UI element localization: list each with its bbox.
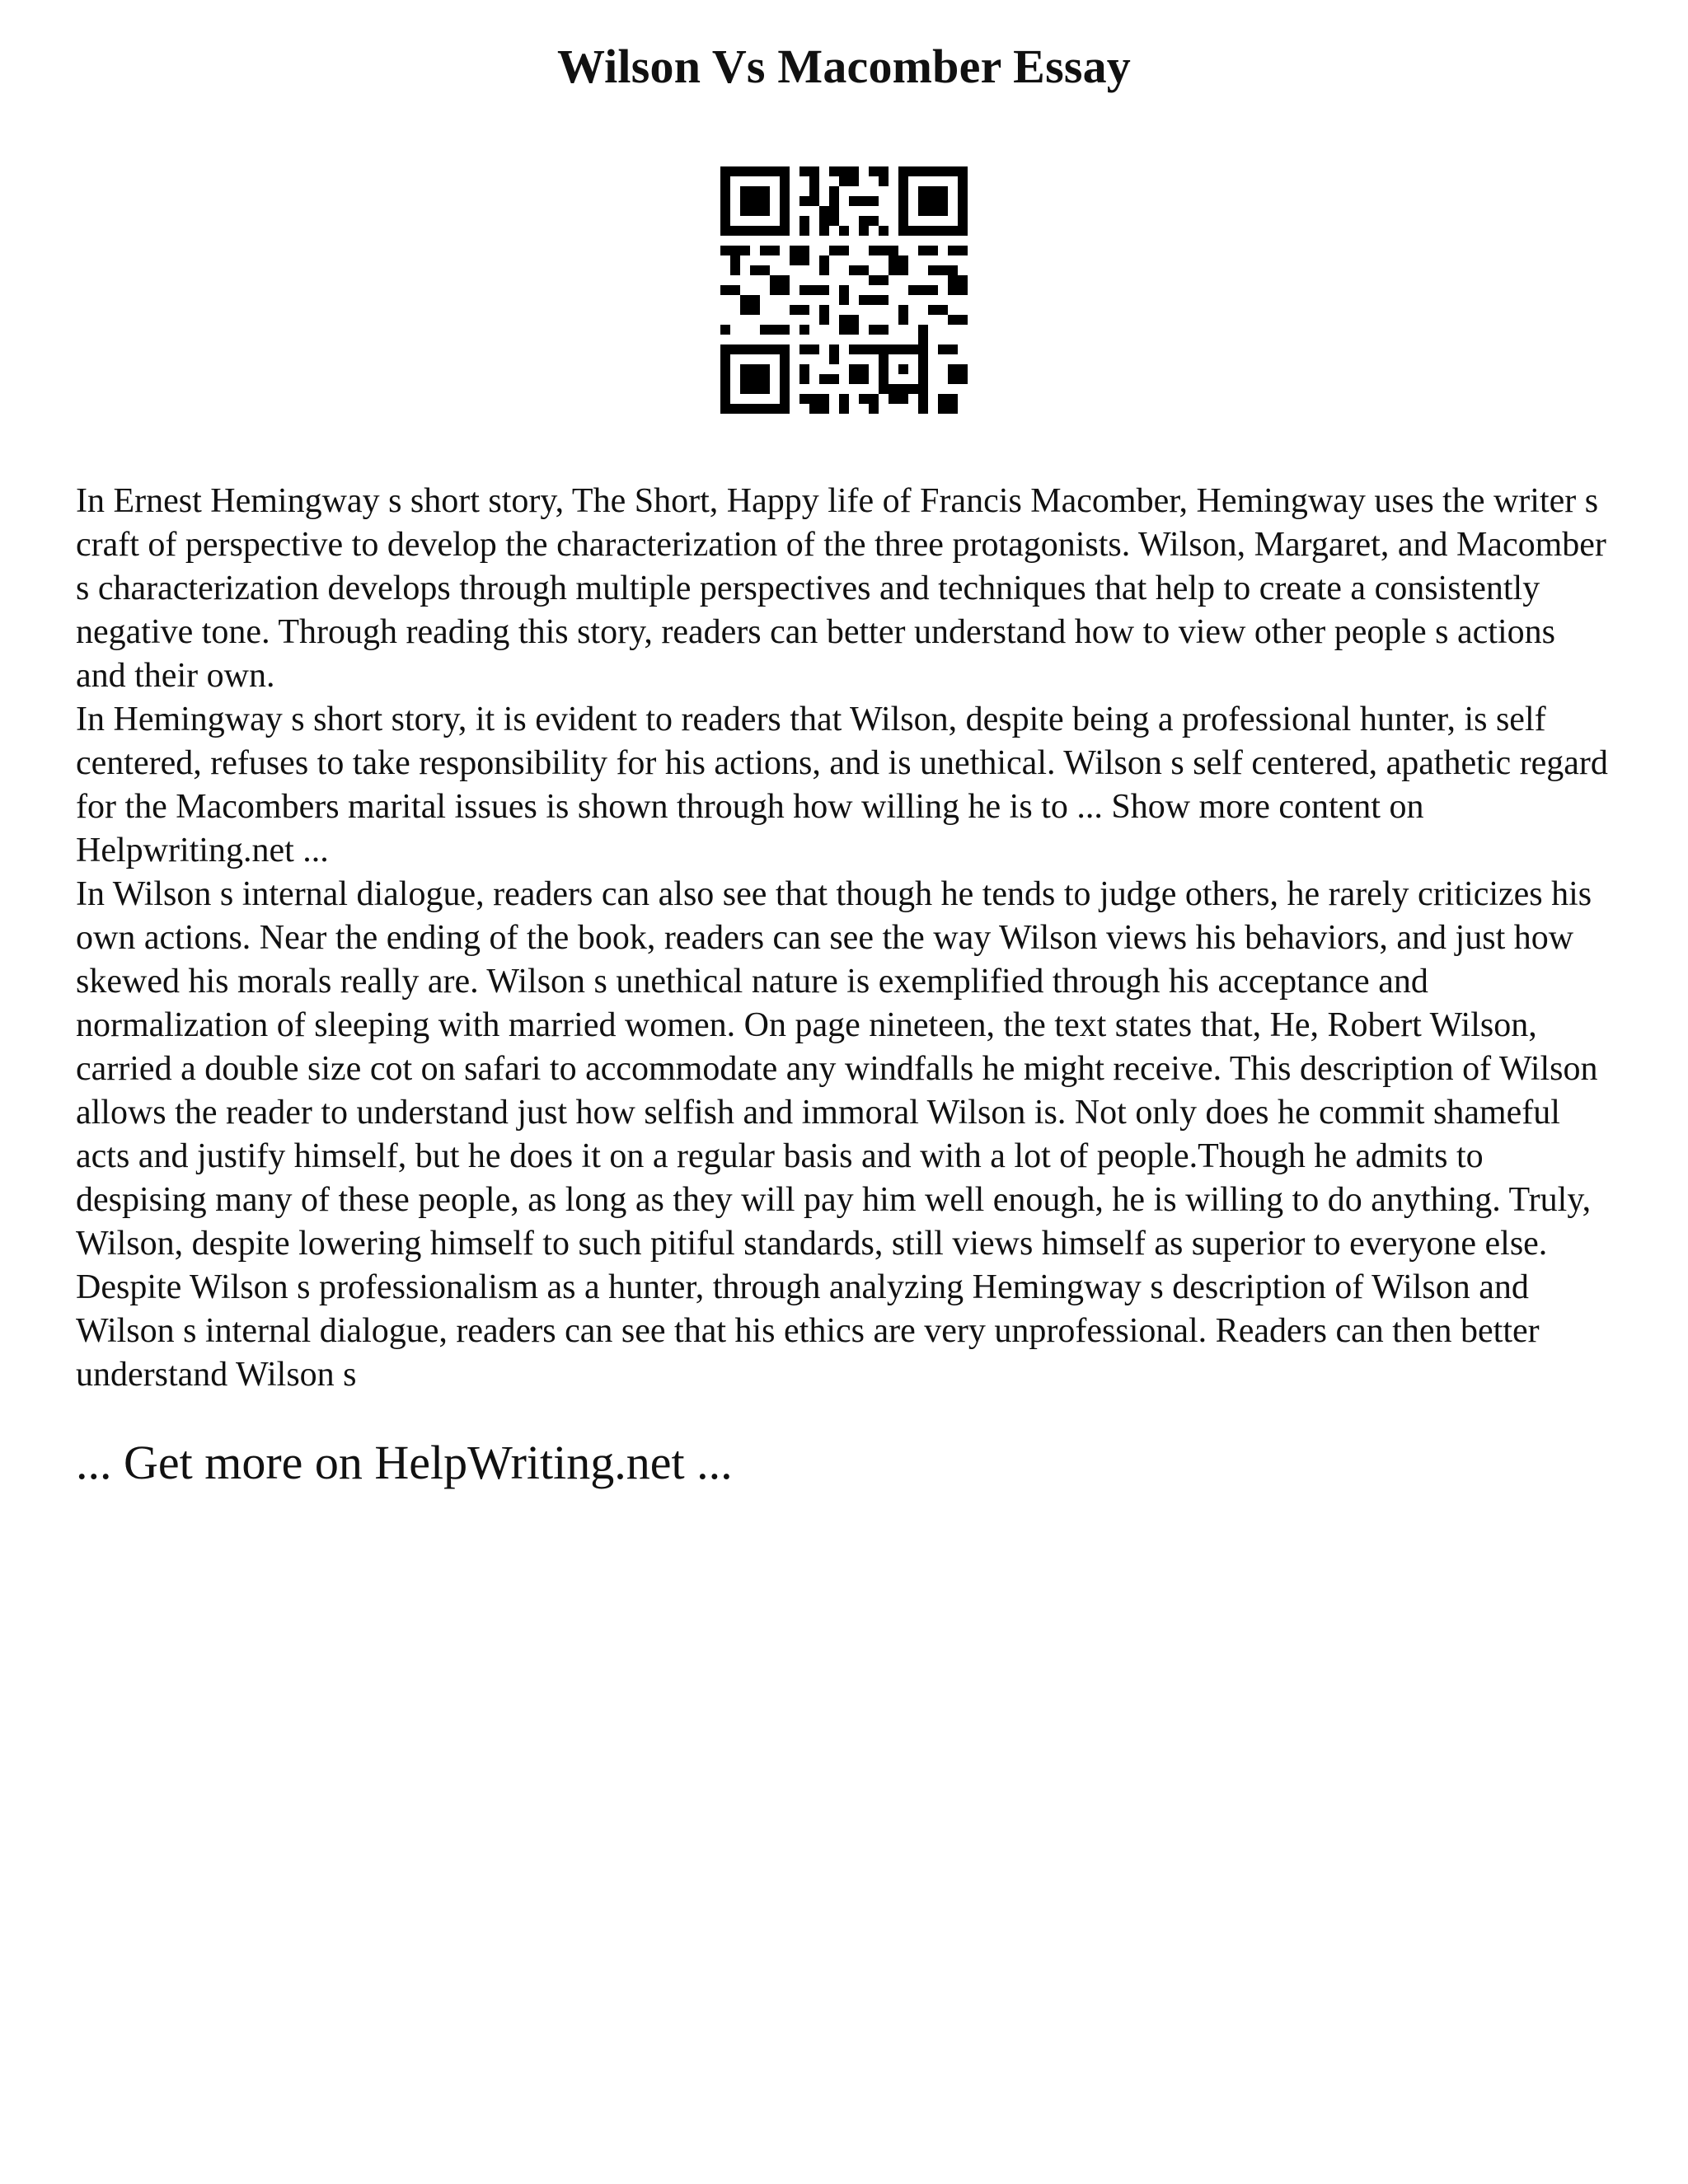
paragraph-wilson-character: In Hemingway s short story, it is evident to readers that Wilson, despite being a professional hunter, is self centered, refuses to take responsibility for his actions, and is unethical. Wilson s self centered, apathetic regard for the Macombers marital issues is shown through how willing he is to ... Show more content on Helpwriting.net ... [76, 701, 1608, 869]
paragraph-internal-dialogue: In Wilson s internal dialogue, readers can also see that though he tends to judge others, he rarely criticizes his own actions. Near the ending of the book, readers can see the way Wilson views his behaviors, and just how skewed his morals really are. Wilson s unethical nature is exemplified through his acceptance and normalization of sleeping with married women. On page nineteen, the text states that, He, Robert Wilson, carried a double size cot on safari to accommodate any windfalls he might receive. This description of Wilson allows the reader to understand just how selfish and immoral Wilson is. Not only does he commit shameful acts and justify himself, but he does it on a regular basis and with a lot of people.Though he admits to despising many of these people, as long as they will pay him well enough, he is willing to do anything. Truly, Wilson, despite lowering himself to such pitiful standards, still views himself as superior to everyone else. Despite Wilson s professionalism as a hunter, through analyzing Hemingway s description of Wilson and Wilson s internal dialogue, readers can see that his ethics are very unprofessional. Readers can then better understand Wilson s [76, 875, 1598, 1394]
get-more-link[interactable]: ... Get more on HelpWriting.net ... [76, 1436, 733, 1489]
paragraph-intro: In Ernest Hemingway s short story, The Short, Happy life of Francis Macomber, Hemingway uses the writer s craft of perspective to develop the characterization of the three protagonists. Wilson, Margaret, and Macomber s characterization develops through multiple perspectives and techniques that help to create a consistently negative tone. Through reading this story, readers can better understand how to view other people s actions and their own. [76, 482, 1606, 695]
qr-code-icon[interactable] [720, 166, 968, 414]
document-title: Wilson Vs Macomber Essay [556, 40, 1132, 93]
essay-body [76, 480, 1612, 1397]
qr-code-container [76, 166, 1612, 414]
